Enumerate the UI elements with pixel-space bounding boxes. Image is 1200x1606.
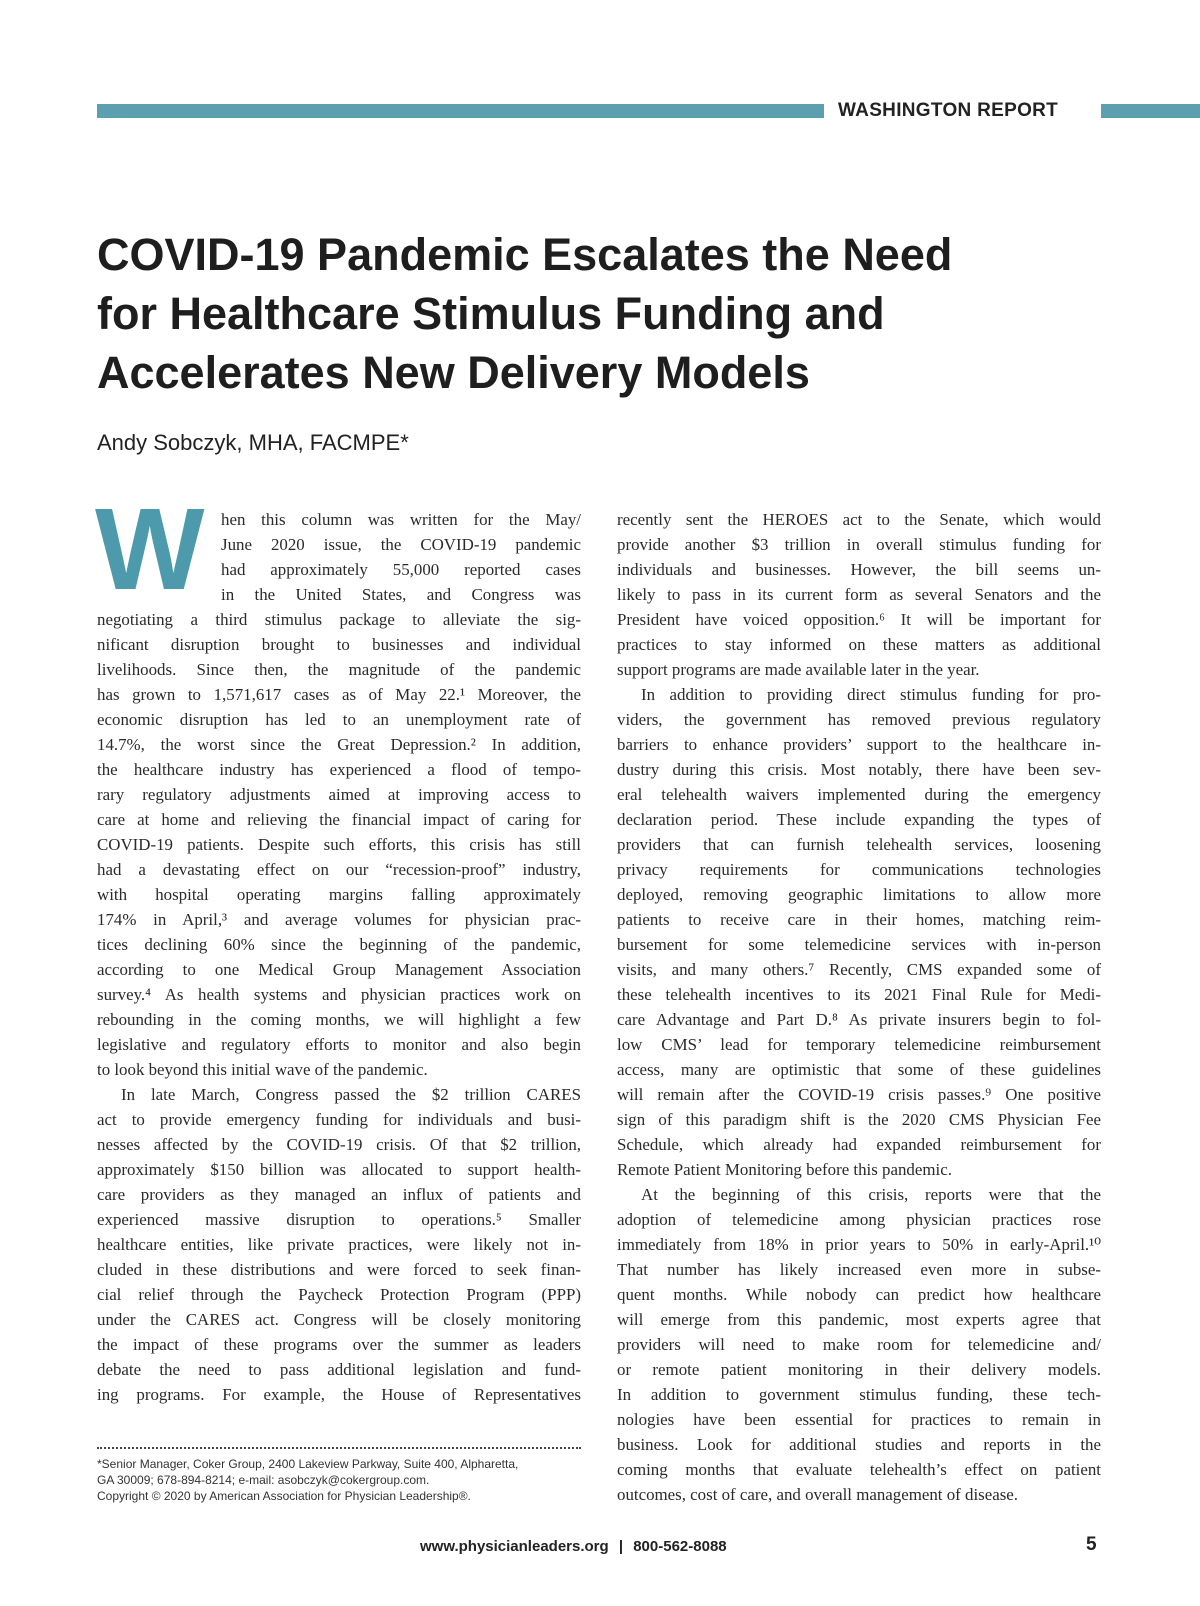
text-line: COVID-19 patients. Despite such efforts, this crisis has still [97, 835, 581, 854]
drop-cap: W [95, 484, 205, 614]
text-line: In addition to government stimulus funding, these tech- [617, 1385, 1101, 1404]
text-line: will remain after the COVID-19 crisis passes.⁹ One positive [617, 1085, 1101, 1104]
text-line: had a devastating effect on our “recession-proof” industry, [97, 860, 581, 879]
text-line: healthcare entities, like private practices, were likely not in- [97, 1235, 581, 1254]
text-line: June 2020 issue, the COVID-19 pandemic [221, 535, 581, 554]
text-line: visits, and many others.⁷ Recently, CMS expanded some of [617, 960, 1101, 979]
text-line: privacy requirements for communications technologies [617, 860, 1101, 879]
text-line: providers that can furnish telehealth services, loosening [617, 835, 1101, 854]
page-number: 5 [1086, 1534, 1097, 1555]
text-line: 14.7%, the worst since the Great Depression.² In addition, [97, 735, 581, 754]
text-line: livelihoods. Since then, the magnitude of the pandemic [97, 660, 581, 679]
text-line: 174% in April,³ and average volumes for physician prac- [97, 910, 581, 929]
text-line: Schedule, which already had expanded reimbursement for [617, 1135, 1101, 1154]
text-line: provide another $3 trillion in overall stimulus funding for [617, 535, 1101, 554]
text-line: in the United States, and Congress was [221, 585, 581, 604]
text-line: will emerge from this pandemic, most experts agree that [617, 1310, 1101, 1329]
title-line: COVID-19 Pandemic Escalates the Need [97, 229, 953, 280]
text-line: barriers to enhance providers’ support to the healthcare in- [617, 735, 1101, 754]
text-line: ing programs. For example, the House of Representatives [97, 1385, 581, 1404]
text-line: nologies have been essential for practices to remain in [617, 1410, 1101, 1429]
text-line: At the beginning of this crisis, reports were that the [641, 1185, 1101, 1204]
text-line: patients to receive care in their homes, matching reim- [617, 910, 1101, 929]
text-line: business. Look for additional studies and reports in the [617, 1435, 1101, 1454]
text-line: the healthcare industry has experienced a flood of tempo- [97, 760, 581, 779]
text-line: debate the need to pass additional legislation and fund- [97, 1360, 581, 1379]
text-line: economic disruption has led to an unemployment rate of [97, 710, 581, 729]
footer-contact [420, 1538, 727, 1555]
text-line: adoption of telemedicine among physician practices rose [617, 1210, 1101, 1229]
text-line: In late March, Congress passed the $2 trillion CARES [121, 1085, 581, 1104]
text-line: support programs are made available later in the year. [617, 660, 980, 679]
text-line: dustry during this crisis. Most notably, there have been sev- [617, 760, 1101, 779]
section-label: WASHINGTON REPORT [838, 100, 1059, 121]
text-line: access, many are optimistic that some of these guidelines [617, 1060, 1101, 1079]
text-line: survey.⁴ As health systems and physician practices work on [97, 985, 581, 1004]
text-line: with hospital operating margins falling approximately [97, 885, 581, 904]
text-line: legislative and regulatory efforts to monitor and also begin [97, 1035, 581, 1054]
copyright-line: Copyright © 2020 by American Association for Physician Leadership®. [97, 1489, 471, 1503]
body-column-left [97, 507, 581, 1407]
footnote-line: *Senior Manager, Coker Group, 2400 Lakeview Parkway, Suite 400, Alpharetta, [97, 1457, 519, 1471]
text-line: outcomes, cost of care, and overall management of disease. [617, 1485, 1018, 1504]
text-line: cluded in these distributions and were forced to seek finan- [97, 1260, 581, 1279]
footnote-line: GA 30009; 678-894-8214; e-mail: asobczyk@cokergroup.com. [97, 1473, 430, 1487]
text-line: act to provide emergency funding for individuals and busi- [97, 1110, 581, 1129]
text-line: had approximately 55,000 reported cases [221, 560, 581, 579]
text-line: Remote Patient Monitoring before this pandemic. [617, 1160, 952, 1179]
text-line: has grown to 1,571,617 cases as of May 22.¹ Moreover, the [97, 685, 581, 704]
text-line: according to one Medical Group Management Association [97, 960, 581, 979]
text-line: to look beyond this initial wave of the pandemic. [97, 1060, 428, 1079]
header-accent-bar-right [1101, 104, 1200, 118]
text-line: experienced massive disruption to operations.⁵ Smaller [97, 1210, 581, 1229]
text-line: recently sent the HEROES act to the Senate, which would [617, 510, 1101, 529]
text-line: care Advantage and Part D.⁸ As private insurers begin to fol- [617, 1010, 1101, 1029]
article-title [97, 225, 1057, 402]
header-accent-bar-left [97, 104, 824, 118]
title-line: for Healthcare Stimulus Funding and [97, 288, 885, 339]
text-line: low CMS’ lead for temporary telemedicine reimbursement [617, 1035, 1101, 1054]
text-line: coming months that evaluate telehealth’s effect on patient [617, 1460, 1101, 1479]
text-line: care at home and relieving the financial impact of caring for [97, 810, 581, 829]
footnote-divider [97, 1447, 581, 1449]
text-line: hen this column was written for the May/ [221, 510, 581, 529]
text-line: tices declining 60% since the beginning of the pandemic, [97, 935, 581, 954]
text-line: the impact of these programs over the summer as leaders [97, 1335, 581, 1354]
text-line: In addition to providing direct stimulus funding for pro- [641, 685, 1101, 704]
text-line: likely to pass in its current form as several Senators and the [617, 585, 1101, 604]
text-line: care providers as they managed an influx of patients and [97, 1185, 581, 1204]
text-line: immediately from 18% in prior years to 50% in early-April.¹⁰ [617, 1235, 1101, 1254]
text-line: sign of this paradigm shift is the 2020 CMS Physician Fee [617, 1110, 1101, 1129]
text-line: bursement for some telemedicine services with in-person [617, 935, 1101, 954]
text-line: viders, the government has removed previous regulatory [617, 710, 1101, 729]
text-line: negotiating a third stimulus package to alleviate the sig- [97, 610, 581, 629]
title-line: Accelerates New Delivery Models [97, 347, 810, 398]
text-line: individuals and businesses. However, the bill seems un- [617, 560, 1101, 579]
footer-separator: | [618, 1538, 624, 1555]
text-line: cial relief through the Paycheck Protection Program (PPP) [97, 1285, 581, 1304]
text-line: nificant disruption brought to businesses and individual [97, 635, 581, 654]
text-line: these telehealth incentives to its 2021 Final Rule for Medi- [617, 985, 1101, 1004]
text-line: That number has likely increased even more in subse- [617, 1260, 1101, 1279]
text-line: declaration period. These include expanding the types of [617, 810, 1101, 829]
text-line: rary regulatory adjustments aimed at improving access to [97, 785, 581, 804]
text-line: rebounding in the coming months, we will highlight a few [97, 1010, 581, 1029]
text-line: approximately $150 billion was allocated to support health- [97, 1160, 581, 1179]
text-line: quent months. While nobody can predict how healthcare [617, 1285, 1101, 1304]
footer-url[interactable]: www.physicianleaders.org [420, 1538, 609, 1555]
text-line: nesses affected by the COVID-19 crisis. Of that $2 trillion, [97, 1135, 581, 1154]
footer-phone: 800-562-8088 [633, 1538, 727, 1555]
text-line: under the CARES act. Congress will be closely monitoring [97, 1310, 581, 1329]
body-column-right [617, 507, 1101, 1507]
author-byline: Andy Sobczyk, MHA, FACMPE* [97, 430, 409, 455]
text-line: providers will need to make room for telemedicine and/ [617, 1335, 1101, 1354]
text-line: eral telehealth waivers implemented during the emergency [617, 785, 1101, 804]
text-line: practices to stay informed on these matters as additional [617, 635, 1101, 654]
text-line: or remote patient monitoring in their delivery models. [617, 1360, 1101, 1379]
text-line: deployed, removing geographic limitations to allow more [617, 885, 1101, 904]
text-line: President have voiced opposition.⁶ It will be important for [617, 610, 1101, 629]
